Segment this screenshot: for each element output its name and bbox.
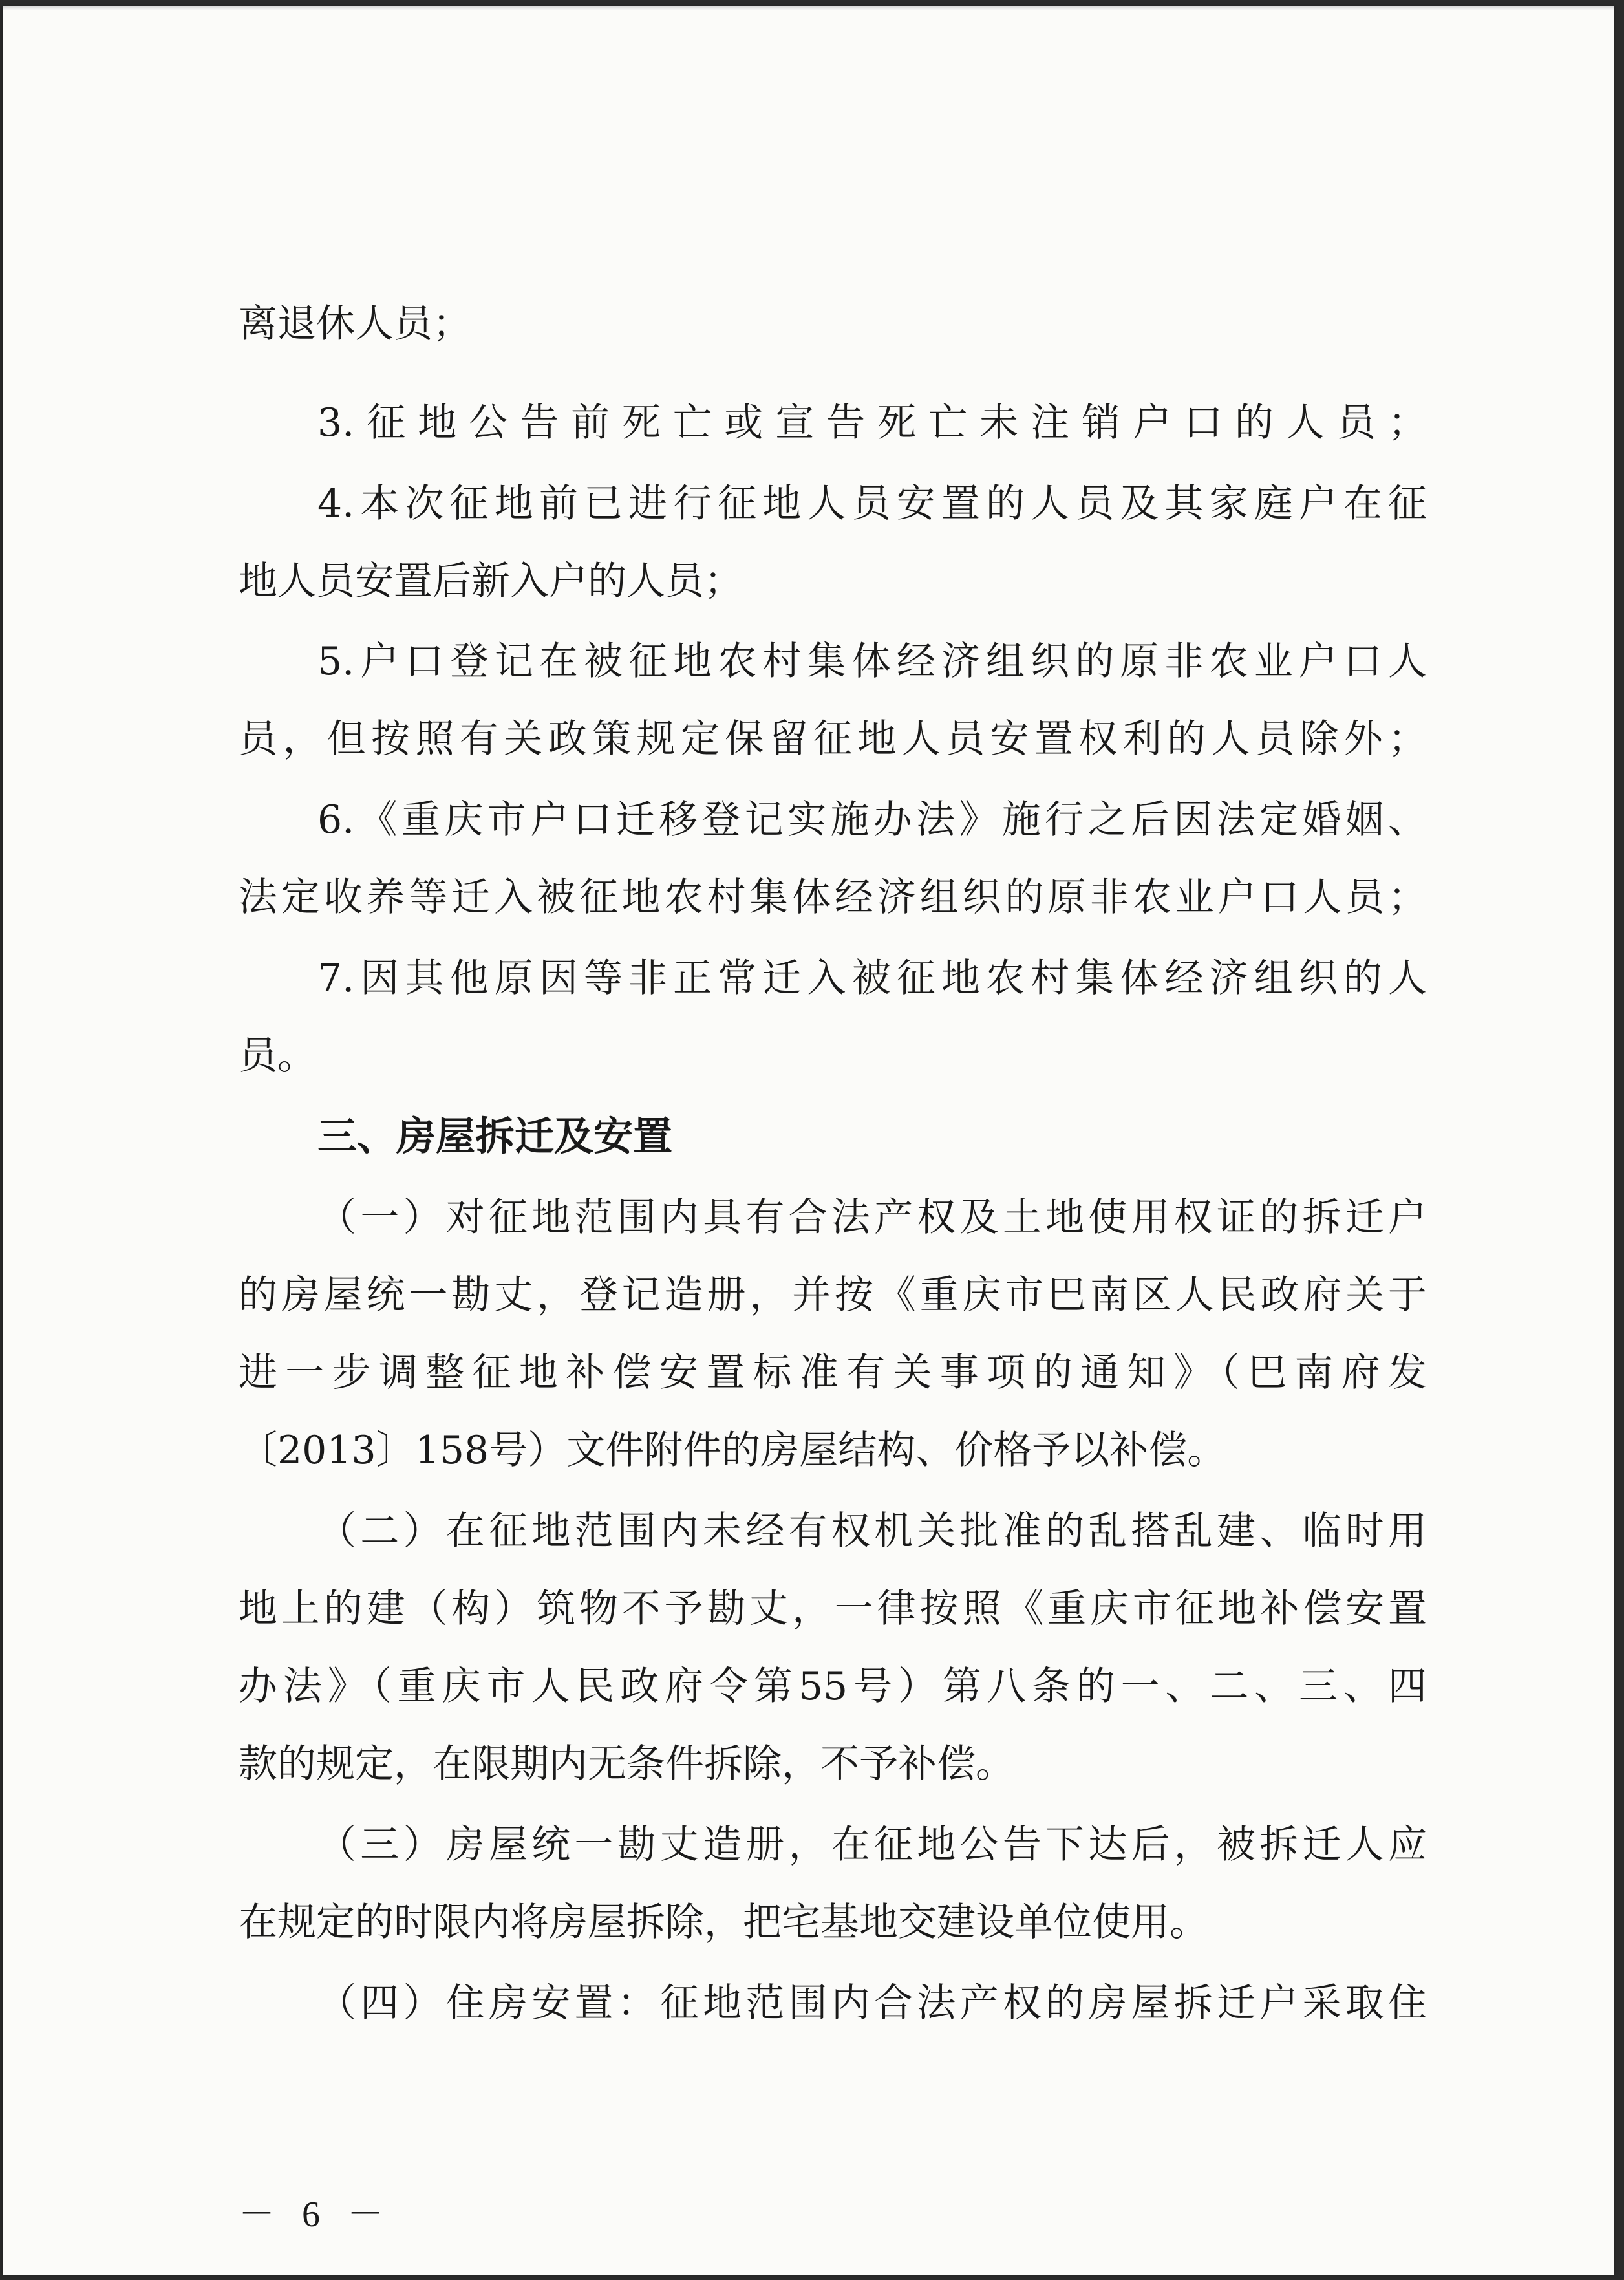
text-line: （一）对征地范围内具有合法产权及土地使用权证的拆迁户 — [317, 1195, 1427, 1240]
text-line: 员，但按照有关政策规定保留征地人员安置权利的人员除外； — [239, 716, 1427, 762]
text-line: 的房屋统一勘丈，登记造册，并按《重庆市巴南区人民政府关于 — [239, 1273, 1427, 1318]
text-line: 离退休人员； — [239, 301, 471, 347]
text-line: 7.因其他原因等非正常迁入被征地农村集体经济组织的人 — [317, 956, 1427, 1001]
scan-edge — [3, 6, 1614, 10]
text-line: 3.征地公告前死亡或宣告死亡未注销户口的人员； — [317, 400, 1427, 446]
text-line: 办法》（重庆市人民政府令第55号）第八条的一、二、三、四 — [239, 1664, 1427, 1709]
text-line: 在规定的时限内将房屋拆除，把宅基地交建设单位使用。 — [239, 1900, 1208, 1945]
text-line: 地上的建（构）筑物不予勘丈，一律按照《重庆市征地补偿安置 — [239, 1586, 1427, 1631]
text-line: 员。 — [239, 1033, 316, 1079]
text-line: 款的规定，在限期内无条件拆除，不予补偿。 — [239, 1741, 1014, 1787]
text-line: 6.《重庆市户口迁移登记实施办法》施行之后因法定婚姻、 — [317, 797, 1427, 843]
text-line: 〔2013〕158号）文件附件的房屋结构、价格予以补偿。 — [239, 1428, 1226, 1473]
text-line: 5.户口登记在被征地农村集体经济组织的原非农业户口人 — [317, 639, 1427, 684]
text-line: 地人员安置后新入户的人员； — [239, 559, 743, 604]
text-line: 法定收养等迁入被征地农村集体经济组织的原非农业户口人员； — [239, 875, 1427, 920]
page-number: － 6 － — [239, 2195, 392, 2235]
text-line: （四）住房安置：征地范围内合法产权的房屋拆迁户采取住 — [317, 1981, 1427, 2026]
section-heading: 三、房屋拆迁及安置 — [317, 1113, 673, 1159]
text-line: 进一步调整征地补偿安置标准有关事项的通知》（巴南府发 — [239, 1350, 1427, 1395]
text-line: （二）在征地范围内未经有权机关批准的乱搭乱建、临时用 — [317, 1509, 1427, 1554]
document-page — [3, 6, 1614, 2275]
text-line: （三）房屋统一勘丈造册，在征地公告下达后，被拆迁人应 — [317, 1822, 1427, 1867]
text-line: 4.本次征地前已进行征地人员安置的人员及其家庭户在征 — [317, 481, 1427, 526]
